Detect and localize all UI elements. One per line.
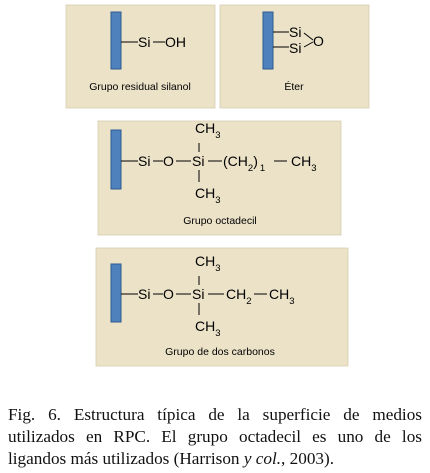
- si-atom-2: Si: [192, 286, 205, 302]
- silica-surface-bar: [111, 264, 121, 322]
- o-atom: O: [163, 286, 174, 302]
- si-atom-1: Si: [138, 286, 151, 302]
- si-atom-top: Si: [289, 24, 302, 40]
- panel-silanol-label: Grupo residual silanol: [89, 81, 191, 93]
- oh-group: OH: [165, 34, 186, 50]
- ch2-group: $CH_2$: [226, 286, 252, 307]
- panel-octadecil: [98, 120, 341, 235]
- caption-text-end: , 2003).: [281, 449, 335, 468]
- ch3-bottom: $CH_3$: [195, 185, 221, 206]
- panel-octadecil-label: Grupo octadecil: [183, 215, 257, 227]
- si-atom-bottom: Si: [289, 40, 302, 56]
- o-atom: O: [163, 153, 174, 169]
- panel-dos-carbonos-label: Grupo de dos carbonos: [165, 346, 275, 358]
- caption-italic: y col.: [243, 449, 282, 468]
- caption-text: Fig. 6. Estructura típica de la superficie de medios utilizados en RPC. El grupo octadecil es uno de los ligandos más utilizados (Harrison: [8, 405, 422, 468]
- ch3-end: $CH_3$: [291, 153, 317, 174]
- silica-surface-bar: [263, 12, 273, 69]
- figure-caption: [8, 404, 422, 470]
- panel-eter: [220, 5, 369, 108]
- o-atom: O: [313, 33, 324, 49]
- si-atom-1: Si: [138, 153, 151, 169]
- silica-surface-bar: [111, 130, 121, 189]
- ch2-chain: $(CH_2)$ $_1$: [223, 153, 266, 174]
- panel-eter-label: Éter: [284, 81, 304, 93]
- panel-silanol: [66, 5, 215, 108]
- ch3-top: $CH_3$: [195, 253, 221, 274]
- ch3-bottom: $CH_3$: [195, 318, 221, 339]
- si-atom: Si: [138, 34, 151, 50]
- panel-dos-carbonos: [96, 248, 348, 366]
- ch3-top: $CH_3$: [195, 120, 221, 141]
- silica-surface-bar: [111, 12, 121, 69]
- ch3-end: $CH_3$: [269, 286, 295, 307]
- si-atom-2: Si: [192, 153, 205, 169]
